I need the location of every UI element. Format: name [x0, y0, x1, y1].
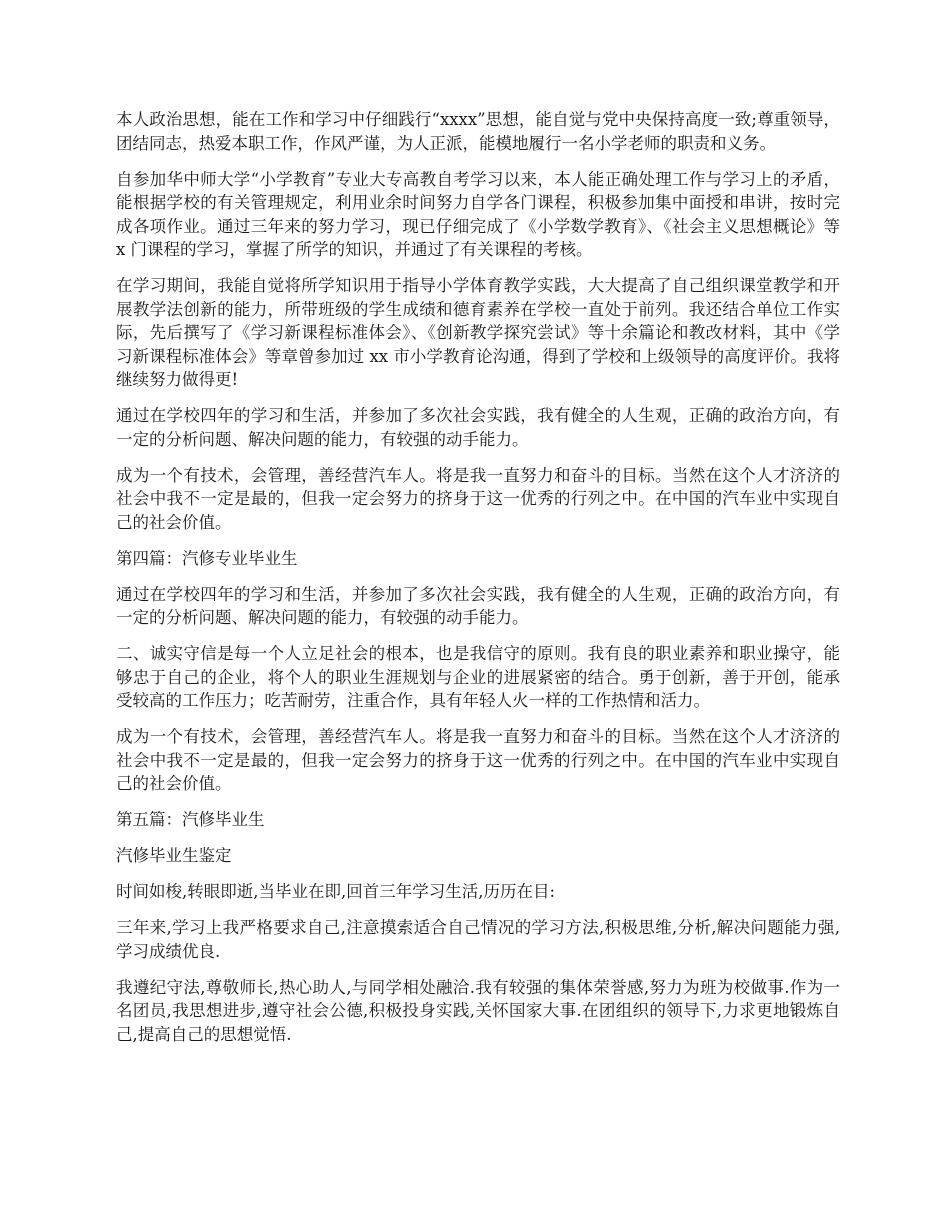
paragraph-study-attitude: 三年来,学习上我严格要求自己,注意摸索适合自己情况的学习方法,积极思维,分析,解决问题能力强,学习成绩优良.	[116, 918, 840, 961]
paragraph-career-goal: 成为一个有技术，会管理，善经营汽车人。将是我一直努力和奋斗的目标。当然在这个人才济济的社会中我不一定是最的，但我一定会努力的挤身于这一优秀的行列之中。在中国的汽车业中实现自己的社会价值。	[116, 465, 840, 532]
paragraph-teaching-practice: 在学习期间，我能自觉将所学知识用于指导小学体育教学实践，大大提高了自己组织课堂教学和开展教学法创新的能力，所带班级的学生成绩和德育素养在学校一直处于前列。我还结合单位工作实际，先后撰写了《学习新课程标准体会》、《创新教学探究尝试》等十余篇论和教改材料，其中《学习新课程标准体会》等章曾参加过 xx 市小学教育论沟通，得到了学校和上级领导的高度评价。我将继续努力做得更!	[116, 276, 840, 389]
paragraph-self-study: 自参加华中师大学“小学教育”专业大专高教自考学习以来，本人能正确处理工作与学习上的矛盾，能根据学校的有关管理规定，利用业余时间努力自学各门课程，积极参加集中面授和串讲，按时完成各项作业。通过三年来的努力学习，现已仔细完成了《小学数学教育》、《社会主义思想概论》等 x 门课程的学习，掌握了所学的知识，并通过了有关课程的考核。	[116, 169, 840, 259]
paragraph-integrity: 二、诚实守信是每一个人立足社会的根本，也是我信守的原则。我有良的职业素养和职业操守，能够忠于自己的企业，将个人的职业生涯规划与企业的进展紧密的结合。勇于创新，善于开创，能承受较高的工作压力；吃苦耐劳，注重合作，具有年轻人火一样的工作热情和活力。	[116, 644, 840, 710]
section-heading-part-five: 第五篇：汽修毕业生	[116, 810, 265, 829]
paragraph-career-goal-repeat: 成为一个有技术，会管理，善经营汽车人。将是我一直努力和奋斗的目标。当然在这个人才济济的社会中我不一定是最的，但我一定会努力的挤身于这一优秀的行列之中。在中国的汽车业中实现自己的社会价值。	[116, 727, 840, 793]
paragraph-political-thought: 本人政治思想，能在工作和学习中仔细践行“xxxx”思想，能自觉与党中央保持高度一致;尊重领导，团结同志，热爱本职工作，作风严谨，为人正派，能模地履行一名小学老师的职责和义务。	[116, 110, 840, 153]
document-body	[116, 108, 840, 1059]
paragraph-school-life-repeat: 通过在学校四年的学习和生活，并参加了多次社会实践，我有健全的人生观，正确的政治方向，有一定的分析问题、解决问题的能力，有较强的动手能力。	[116, 584, 840, 627]
paragraph-conduct: 我遵纪守法,尊敬师长,热心助人,与同学相处融洽.我有较强的集体荣誉感,努力为班为校做事.作为一名团员,我思想进步,遵守社会公德,积极投身实践,关怀国家大事.在团组织的领导下,力求更地锻炼自己,提高自己的思想觉悟.	[116, 977, 840, 1044]
section-subtitle-appraisal: 汽修毕业生鉴定	[116, 846, 232, 865]
paragraph-school-life: 通过在学校四年的学习和生活，并参加了多次社会实践，我有健全的人生观，正确的政治方向，有一定的分析问题、解决问题的能力，有较强的动手能力。	[116, 406, 840, 449]
paragraph-time-flies: 时间如梭,转眼即逝,当毕业在即,回首三年学习生活,历历在目:	[116, 882, 556, 901]
section-heading-part-four: 第四篇：汽修专业毕业生	[116, 548, 298, 568]
